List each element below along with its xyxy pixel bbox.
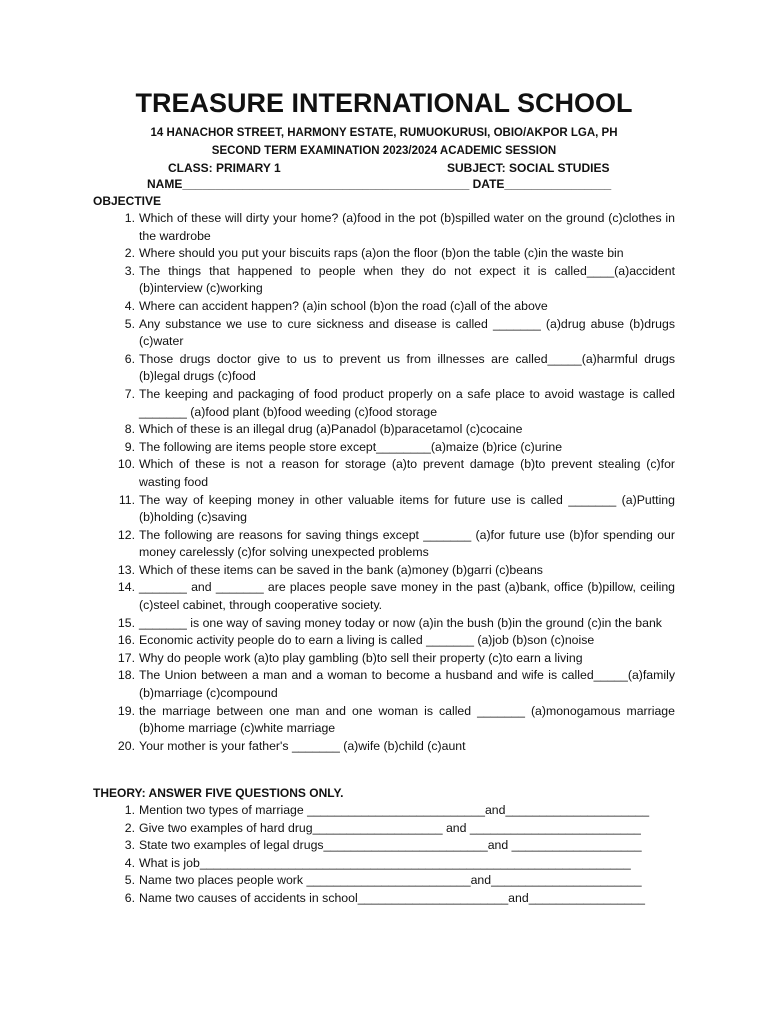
question-text: Where can accident happen? (a)in school (b)on the road (c)all of the above <box>139 298 548 313</box>
question-number: 1. <box>124 211 135 225</box>
question-number: 4. <box>124 855 135 870</box>
question-number: 3. <box>124 263 135 278</box>
question-number: 16. <box>117 633 135 648</box>
class-label: CLASS: PRIMARY 1 <box>168 161 281 175</box>
objective-question <box>0 615 675 633</box>
question-number: 5. <box>124 873 135 888</box>
question-text: Name two causes of accidents in school______________________and_________________ <box>139 890 645 905</box>
question-number: 6. <box>124 890 135 905</box>
question-text: Economic activity people do to earn a living is called _______ (a)job (b)son (c)noise <box>139 633 595 648</box>
objective-question <box>0 421 675 439</box>
question-number: 7. <box>124 386 135 401</box>
question-text: State two examples of legal drugs________________________and ___________________ <box>139 838 642 853</box>
objective-question <box>0 298 675 316</box>
question-number: 11. <box>118 492 135 507</box>
theory-heading: THEORY: ANSWER FIVE QUESTIONS ONLY. <box>93 786 344 800</box>
question-number: 17. <box>117 650 135 665</box>
theory-question <box>0 820 675 838</box>
question-text: _______ is one way of saving money today or now (a)in the bush (b)in the ground (c)in the bank <box>139 615 662 630</box>
objective-question <box>0 632 675 650</box>
objective-question <box>0 245 675 263</box>
question-text: Those drugs doctor give to us to prevent us from illnesses are called_____(a)harmful drugs (b)legal drugs (c)food <box>139 351 675 384</box>
question-number: 2. <box>124 820 135 835</box>
school-address: 14 HANACHOR STREET, HARMONY ESTATE, RUMUOKURUSI, OBIO/AKPOR LGA, PH <box>150 127 618 139</box>
question-number: 15. <box>117 615 135 630</box>
objective-question <box>0 738 675 756</box>
objective-question <box>0 456 675 491</box>
objective-question <box>0 667 675 702</box>
objective-question <box>0 316 675 351</box>
objective-question-list <box>0 210 768 755</box>
question-text: What is job_______________________________________________________________ <box>139 855 631 870</box>
question-text: Give two examples of hard drug___________________ and _________________________ <box>139 820 641 835</box>
school-name: TREASURE INTERNATIONAL SCHOOL <box>135 88 633 118</box>
question-number: 19. <box>117 703 135 718</box>
name-date-line: NAME___________________________________________ DATE________________ <box>147 177 612 191</box>
objective-question <box>0 562 675 580</box>
question-text: the marriage between one man and one woman is called _______ (a)monogamous marriage (b)home marriage (c)white marriage <box>139 703 675 736</box>
theory-question <box>0 890 675 908</box>
objective-question <box>0 439 675 457</box>
question-number: 3. <box>124 838 135 853</box>
objective-question <box>0 650 675 668</box>
question-text: Which of these is an illegal drug (a)Panadol (b)paracetamol (c)cocaine <box>139 422 523 437</box>
theory-question <box>0 855 675 873</box>
question-number: 10. <box>117 457 135 472</box>
question-text: Why do people work (a)to play gambling (b)to sell their property (c)to earn a living <box>139 650 583 665</box>
question-text: Which of these items can be saved in the bank (a)money (b)garri (c)beans <box>139 562 543 577</box>
question-text: The way of keeping money in other valuable items for future use is called _______ (a)Putting (b)holding (c)saving <box>139 492 675 525</box>
question-text: The following are items people store except________(a)maize (b)rice (c)urine <box>139 439 563 454</box>
objective-question <box>0 263 675 298</box>
question-number: 5. <box>124 316 135 331</box>
question-text: Your mother is your father's _______ (a)wife (b)child (c)aunt <box>139 738 466 753</box>
objective-question <box>0 386 675 421</box>
subject-label: SUBJECT: SOCIAL STUDIES <box>447 161 610 175</box>
question-number: 1. <box>124 803 135 817</box>
question-number: 9. <box>124 439 135 454</box>
objective-heading: OBJECTIVE <box>93 194 162 208</box>
theory-question <box>0 872 675 890</box>
question-number: 13. <box>117 562 135 577</box>
objective-question <box>0 351 675 386</box>
question-text: Which of these is not a reason for storage (a)to prevent damage (b)to prevent stealing (c)for wasting food <box>139 457 675 489</box>
theory-question <box>0 802 675 820</box>
question-number: 4. <box>124 298 135 313</box>
theory-question <box>0 837 675 855</box>
objective-question <box>0 492 675 527</box>
theory-question-list <box>0 802 768 908</box>
objective-question <box>0 703 675 738</box>
question-text: Mention two types of marriage __________________________and_____________________ <box>139 803 650 817</box>
question-number: 6. <box>124 351 135 366</box>
objective-question <box>0 527 675 562</box>
objective-question <box>0 579 675 614</box>
question-text: The things that happened to people when they do not expect it is called____(a)accident (b)interview (c)working <box>139 263 675 296</box>
question-text: The keeping and packaging of food product properly on a safe place to avoid wastage is called _______ (a)food plant (b)food weeding (c)food storage <box>139 386 675 419</box>
question-number: 12. <box>117 527 135 542</box>
question-number: 14. <box>117 580 135 595</box>
question-text: Name two places people work ________________________and______________________ <box>139 873 642 888</box>
question-number: 2. <box>124 246 135 261</box>
question-number: 8. <box>124 422 135 437</box>
question-text: Any substance we use to cure sickness and disease is called _______ (a)drug abuse (b)drugs (c)water <box>139 316 675 349</box>
question-text: _______ and _______ are places people save money in the past (a)bank, office (b)pillow, ceiling (c)steel cabinet, through cooperative society. <box>139 580 675 613</box>
question-text: The Union between a man and a woman to become a husband and wife is called_____(a)family (b)marriage (c)compound <box>139 668 675 701</box>
question-number: 20. <box>117 738 135 753</box>
objective-question <box>0 210 675 245</box>
question-text: Which of these will dirty your home? (a)food in the pot (b)spilled water on the ground (c)clothes in the wardrobe <box>139 211 675 243</box>
question-text: The following are reasons for saving things except _______ (a)for future use (b)for spending our money carelessly (c)for solving unexpected problems <box>139 527 675 560</box>
exam-session: SECOND TERM EXAMINATION 2023/2024 ACADEMIC SESSION <box>211 145 557 157</box>
question-text: Where should you put your biscuits raps (a)on the floor (b)on the table (c)in the waste bin <box>139 246 624 261</box>
question-number: 18. <box>117 668 135 683</box>
